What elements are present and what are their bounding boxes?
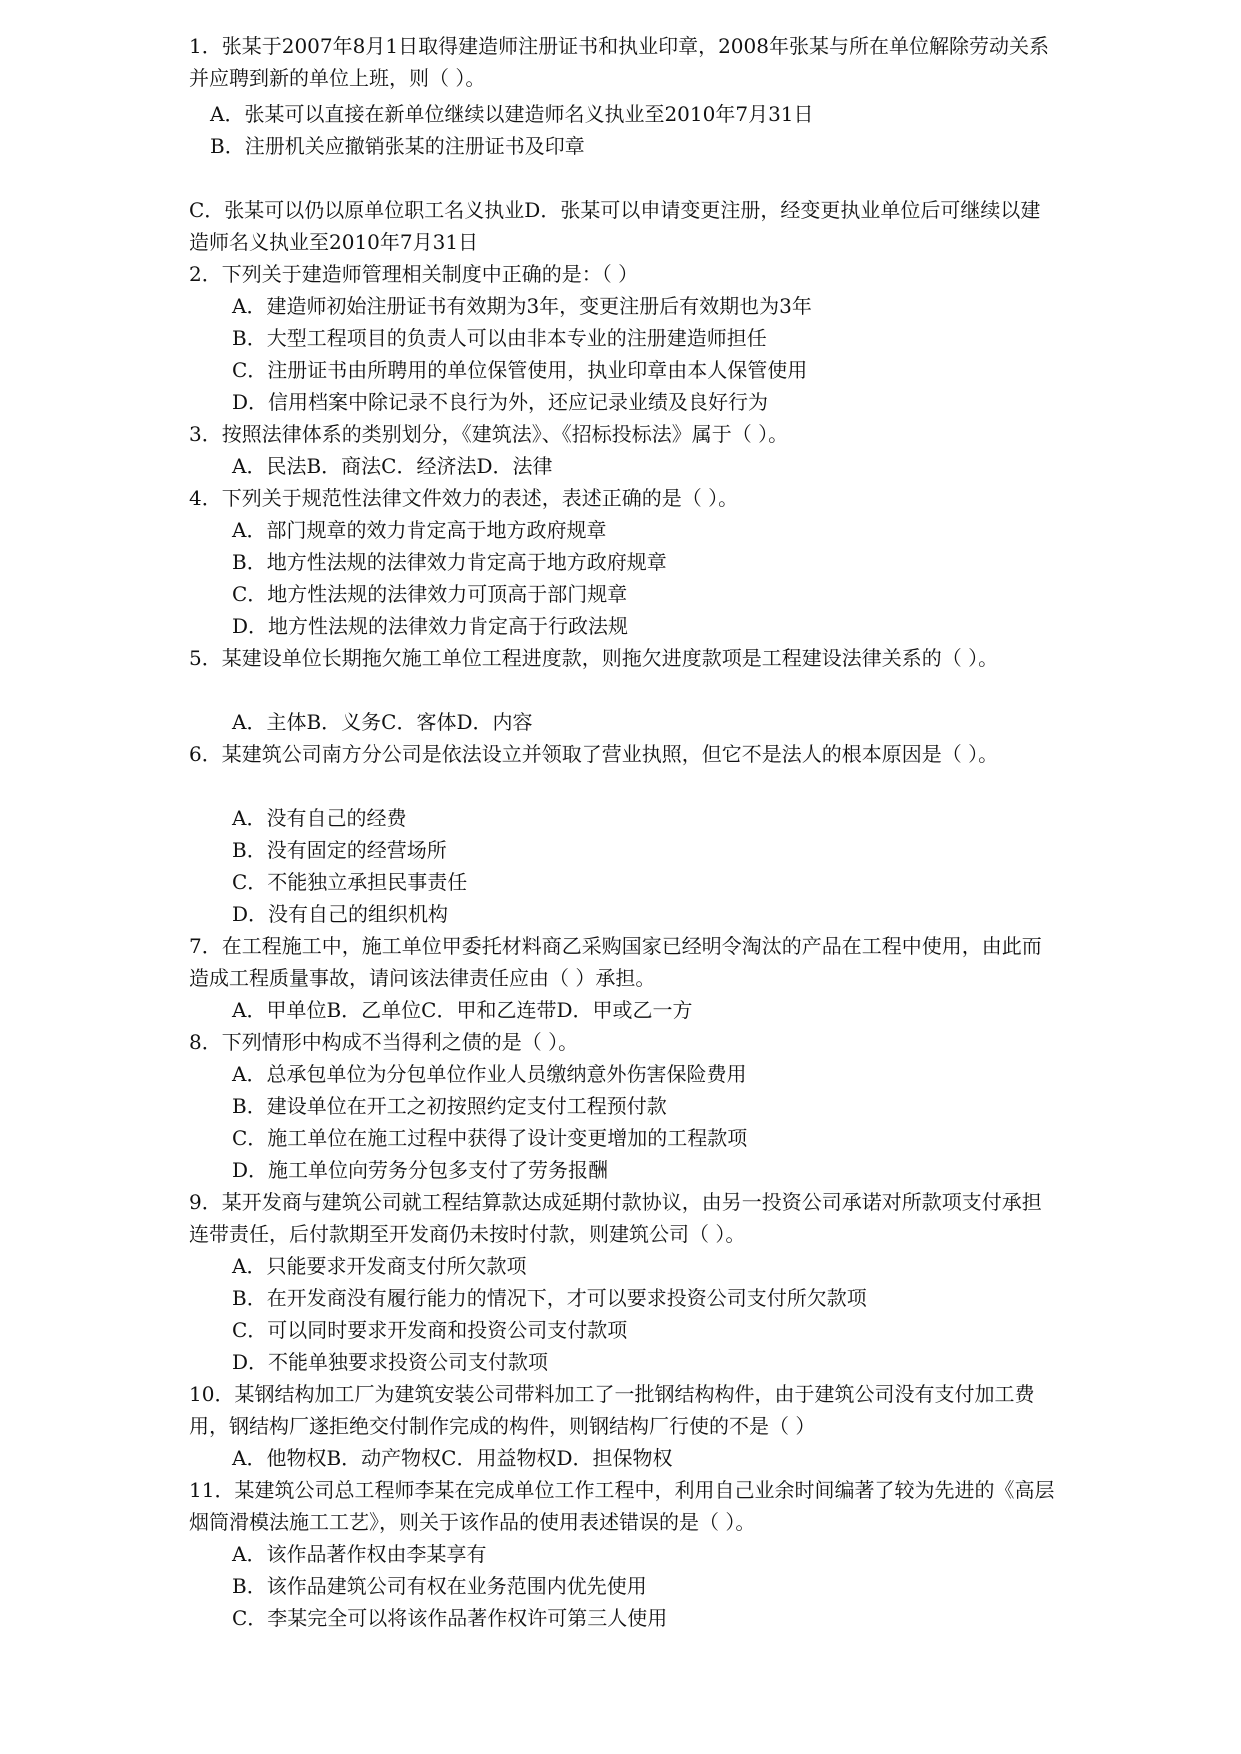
question-9-option-a: A．只能要求开发商支付所欠款项	[232, 1254, 527, 1278]
question-1-stem: 1．张某于2007年8月1日取得建造师注册证书和执业印章，2008年张某与所在单位解除劳动关系并应聘到新的单位上班，则（ ）。	[189, 34, 1049, 90]
question-2-option-b: B．大型工程项目的负责人可以由非本专业的注册建造师担任	[232, 326, 767, 350]
question-1-options-cd: C．张某可以仍以原单位职工名义执业D．张某可以申请变更注册，经变更执业单位后可继续以建造师名义执业至2010年7月31日	[189, 198, 1041, 254]
question-4-option-a: A．部门规章的效力肯定高于地方政府规章	[232, 518, 607, 542]
question-2-option-a: A．建造师初始注册证书有效期为3年，变更注册后有效期也为3年	[232, 294, 812, 318]
question-2-option-d: D．信用档案中除记录不良行为外，还应记录业绩及良好行为	[232, 390, 769, 414]
question-8-option-d: D．施工单位向劳务分包多支付了劳务报酬	[232, 1158, 609, 1182]
question-6-option-b: B．没有固定的经营场所	[232, 838, 447, 862]
question-10-options: A．他物权B．动产物权C．用益物权D．担保物权	[232, 1446, 673, 1470]
question-6-option-d: D．没有自己的组织机构	[232, 902, 449, 926]
question-8-option-c: C．施工单位在施工过程中获得了设计变更增加的工程款项	[232, 1126, 748, 1150]
question-5-options: A．主体B．义务C．客体D．内容	[232, 710, 533, 734]
question-7-stem: 7．在工程施工中，施工单位甲委托材料商乙采购国家已经明令淘汰的产品在工程中使用，由此而造成工程质量事故，请问该法律责任应由（ ）承担。	[189, 934, 1042, 990]
question-5-stem: 5．某建设单位长期拖欠施工单位工程进度款，则拖欠进度款项是工程建设法律关系的（ ）。	[189, 646, 999, 670]
question-3-stem: 3．按照法律体系的类别划分，《建筑法》、《招标投标法》属于（ ）。	[189, 422, 789, 446]
question-2-option-c: C．注册证书由所聘用的单位保管使用，执业印章由本人保管使用	[232, 358, 808, 382]
question-9-stem: 9．某开发商与建筑公司就工程结算款达成延期付款协议，由另一投资公司承诺对所款项支付承担连带责任，后付款期至开发商仍未按时付款，则建筑公司（ ）。	[189, 1190, 1042, 1246]
question-1-option-a: A．张某可以直接在新单位继续以建造师名义执业至2010年7月31日	[210, 102, 814, 126]
question-4-stem: 4．下列关于规范性法律文件效力的表述，表述正确的是（ ）。	[189, 486, 739, 510]
question-4-option-d: D．地方性法规的法律效力肯定高于行政法规	[232, 614, 629, 638]
question-11-option-a: A．该作品著作权由李某享有	[232, 1542, 487, 1566]
question-3-options: A．民法B．商法C．经济法D．法律	[232, 454, 553, 478]
question-2-stem: 2．下列关于建造师管理相关制度中正确的是：（ ）	[189, 262, 639, 286]
question-11-stem: 11．某建筑公司总工程师李某在完成单位工作工程中，利用自己业余时间编著了较为先进的《高层烟筒滑模法施工工艺》，则关于该作品的使用表述错误的是（ ）。	[189, 1478, 1055, 1534]
question-9-option-d: D．不能单独要求投资公司支付款项	[232, 1350, 549, 1374]
question-1-option-b: B．注册机关应撤销张某的注册证书及印章	[210, 134, 585, 158]
question-11-option-b: B．该作品建筑公司有权在业务范围内优先使用	[232, 1574, 647, 1598]
question-11-option-c: C．李某完全可以将该作品著作权许可第三人使用	[232, 1606, 668, 1630]
question-10-stem: 10．某钢结构加工厂为建筑安装公司带料加工了一批钢结构构件，由于建筑公司没有支付加工费用，钢结构厂遂拒绝交付制作完成的构件，则钢结构厂行使的不是（ ）	[189, 1382, 1035, 1438]
question-7-options: A．甲单位B．乙单位C．甲和乙连带D．甲或乙一方	[232, 998, 693, 1022]
question-6-option-a: A．没有自己的经费	[232, 806, 407, 830]
question-9-option-b: B．在开发商没有履行能力的情况下，才可以要求投资公司支付所欠款项	[232, 1286, 867, 1310]
question-8-stem: 8．下列情形中构成不当得利之债的是（ ）。	[189, 1030, 579, 1054]
question-6-option-c: C．不能独立承担民事责任	[232, 870, 468, 894]
question-6-stem: 6．某建筑公司南方分公司是依法设立并领取了营业执照，但它不是法人的根本原因是（ ）。	[189, 742, 999, 766]
question-8-option-b: B．建设单位在开工之初按照约定支付工程预付款	[232, 1094, 667, 1118]
question-8-option-a: A．总承包单位为分包单位作业人员缴纳意外伤害保险费用	[232, 1062, 747, 1086]
question-4-option-c: C．地方性法规的法律效力可顶高于部门规章	[232, 582, 628, 606]
question-9-option-c: C．可以同时要求开发商和投资公司支付款项	[232, 1318, 628, 1342]
question-4-option-b: B．地方性法规的法律效力肯定高于地方政府规章	[232, 550, 667, 574]
